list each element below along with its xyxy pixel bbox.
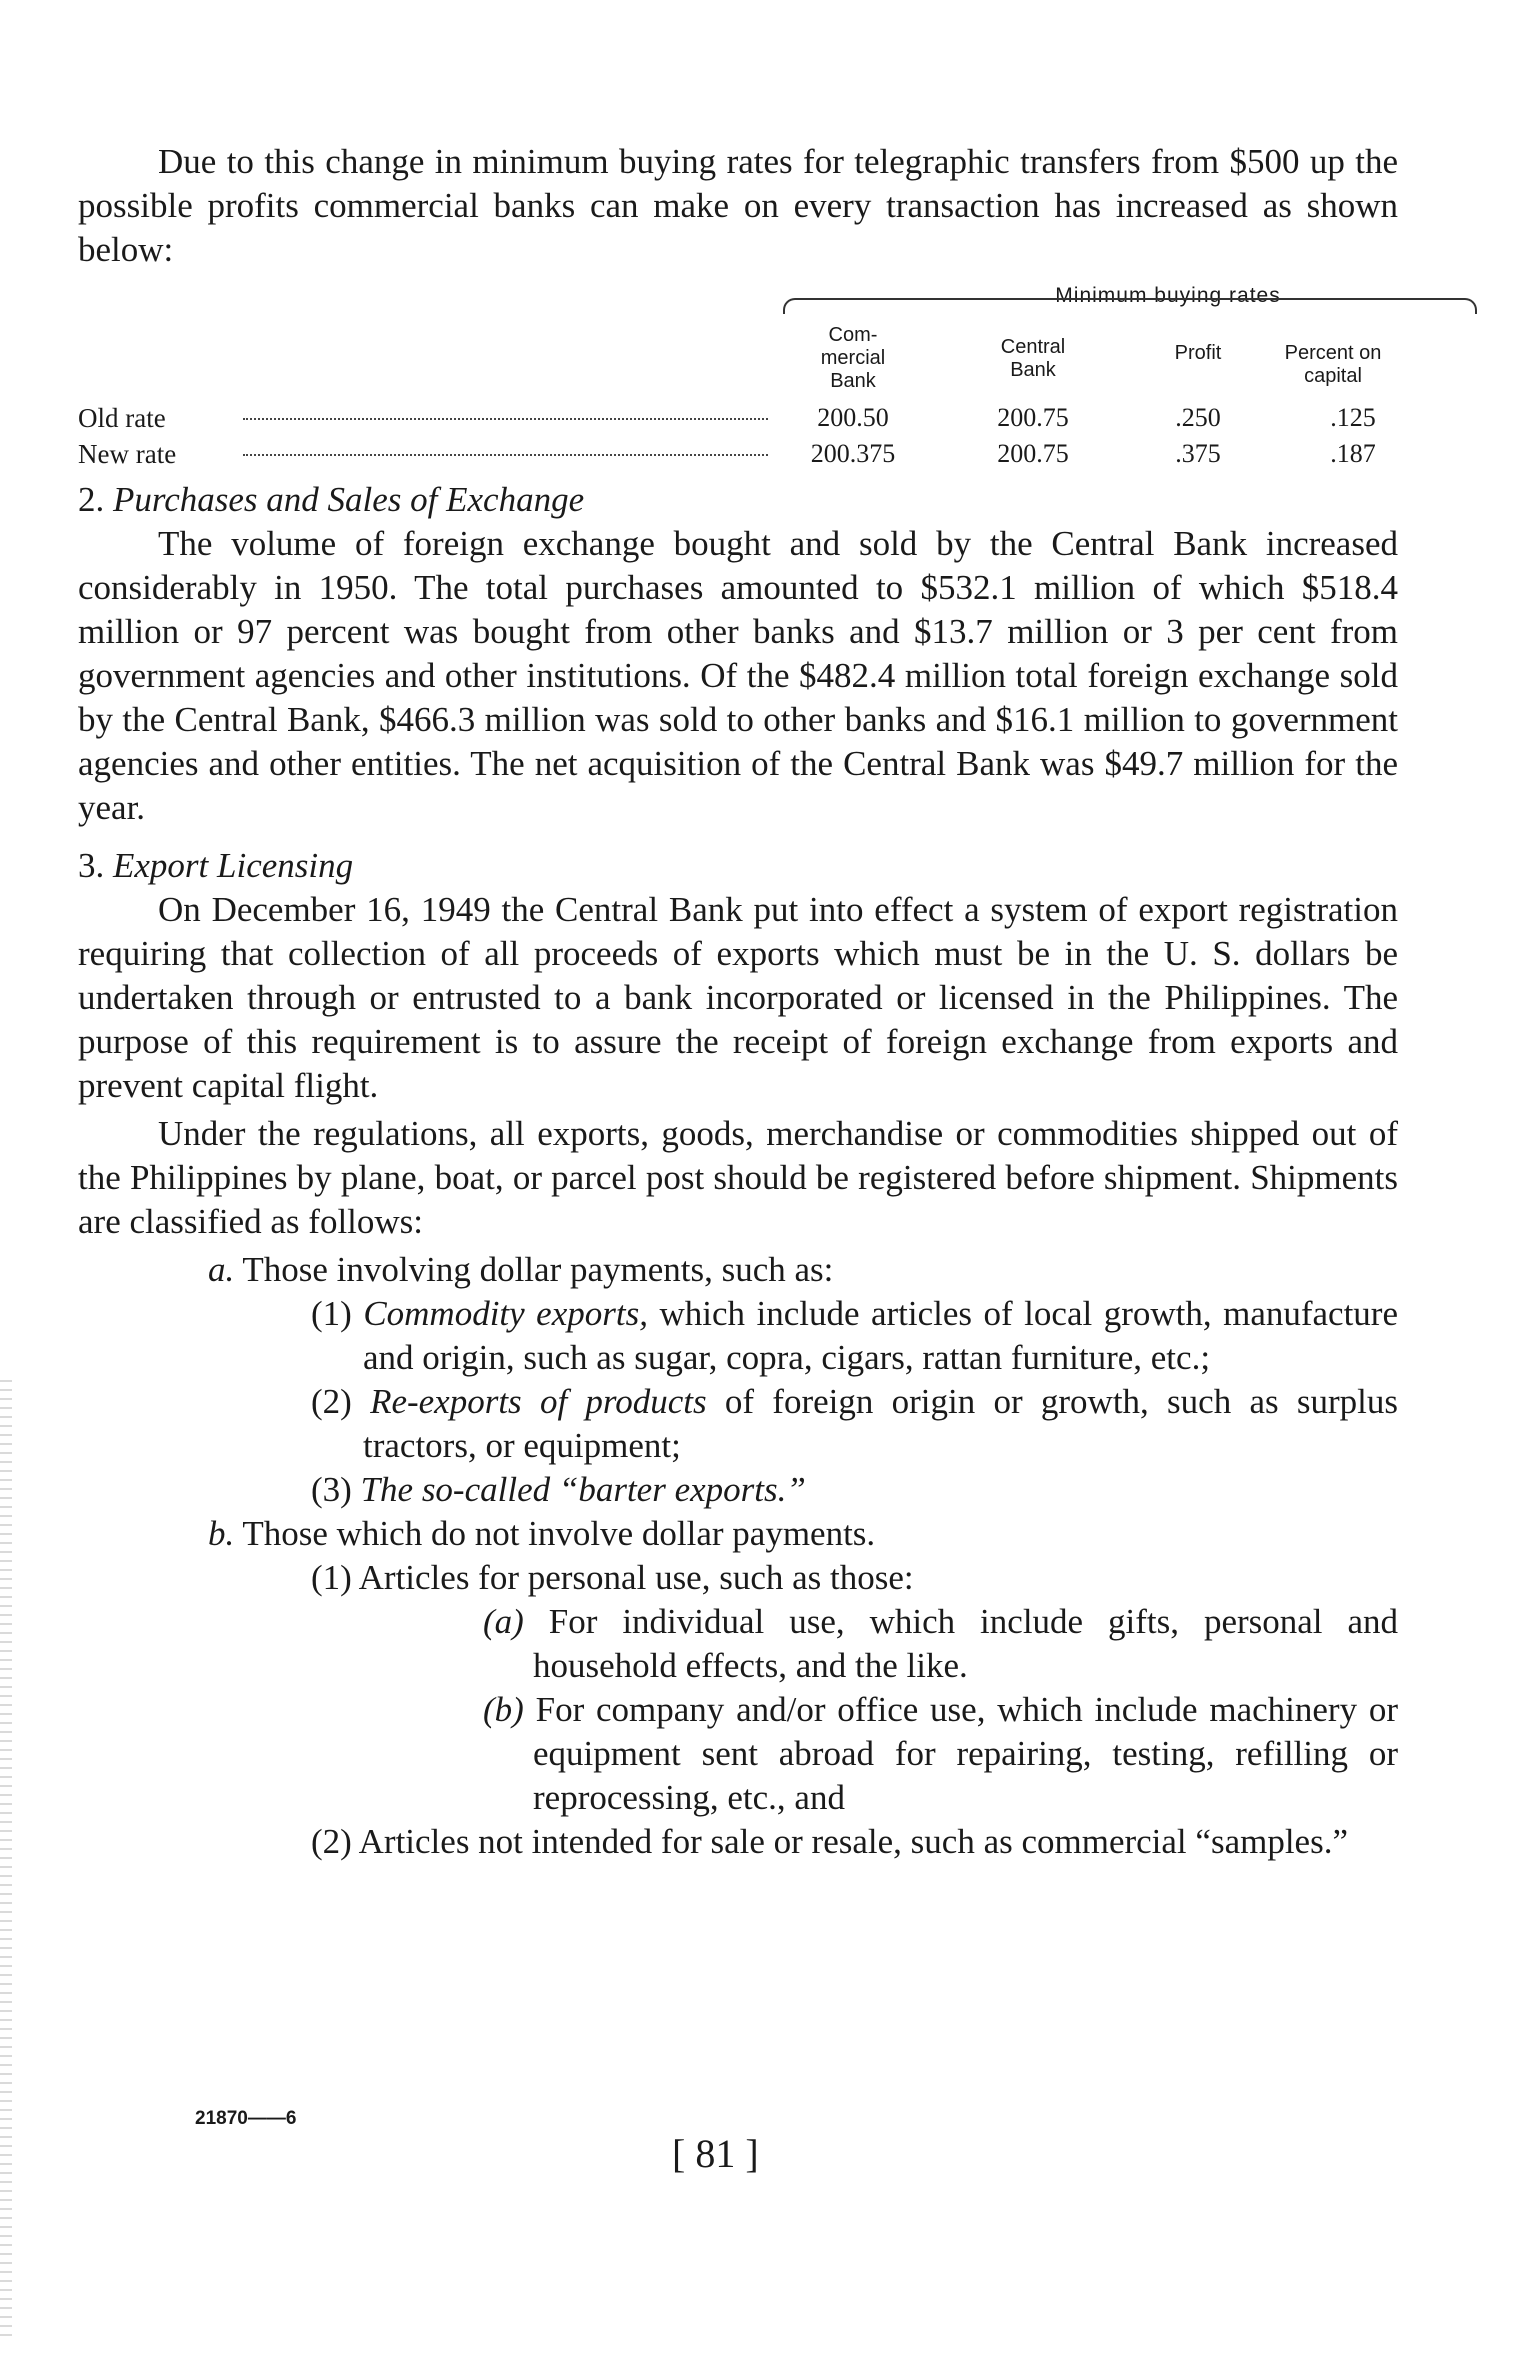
col-header-line: Percent on	[1284, 342, 1382, 364]
list-text: Those involving dollar payments, such as:	[242, 1250, 834, 1289]
dot-leader	[243, 418, 768, 420]
cell-percent: .125	[1330, 403, 1376, 432]
section-title: Purchases and Sales of Exchange	[113, 480, 585, 519]
section-3-para-2: Under the regulations, all exports, goods, merchandise or commodities shipped out of the Philippines by plane, boat, or parcel post should be registered before shipment. Shipments are classified as follows:	[78, 1114, 1398, 1241]
section-number: 3.	[78, 846, 105, 885]
list-text: Those which do not involve dollar payments.	[242, 1514, 876, 1553]
col-header-line: Central	[1000, 336, 1066, 358]
cell-profit: .375	[1175, 439, 1221, 468]
section-title: Export Licensing	[113, 846, 354, 885]
table-row	[78, 396, 1398, 432]
section-3-heading	[78, 844, 1398, 888]
section-3-para-1: On December 16, 1949 the Central Bank put into effect a system of export registration requiring that collection of all proceeds of exports which must be in the U. S. dollars be undertaken through or entrusted to a bank incorporated or licensed in the Philippines. The purpose of this requirement is to assure the receipt of foreign exchange from exports and prevent capital flight.	[78, 890, 1398, 1105]
col-header-line: Profit	[1174, 342, 1222, 364]
row-label: Old rate	[78, 403, 166, 433]
col-header-commercial-bank	[793, 324, 913, 393]
intro-paragraph: Due to this change in minimum buying rates for telegraphic transfers from $500 up the possible profits commercial banks can make on every transaction has increased as shown below:	[78, 142, 1398, 269]
list-marker: (b)	[483, 1690, 524, 1729]
list-marker: (1)	[311, 1558, 352, 1597]
list-item	[78, 1468, 1398, 1512]
list-text: Articles not intended for sale or resale, such as commercial “samples.”	[358, 1822, 1348, 1861]
col-header-line: capital	[1304, 365, 1362, 387]
list-marker: (3)	[311, 1470, 352, 1509]
col-header-line: Bank	[1010, 359, 1056, 381]
list-item	[78, 1688, 1398, 1820]
document-page	[78, 140, 1398, 1864]
list-marker: (a)	[483, 1602, 524, 1641]
list-marker: (1)	[311, 1294, 352, 1333]
page-number: [ 81 ]	[672, 2131, 759, 2176]
list-text: Articles for personal use, such as those:	[358, 1558, 914, 1597]
section-2-body: The volume of foreign exchange bought and sold by the Central Bank increased considerably in 1950. The total purchases amounted to $532.1 million of which $518.4 million or 97 percent was bought from other banks and $13.7 million or 3 per cent from government agencies and other institutions. Of the $482.4 million total foreign exchange sold by the Central Bank, $466.3 million was sold to other banks and $16.1 million to government agencies and other entities. The net acquisition of the Central Bank was $49.7 million for the year.	[78, 524, 1398, 827]
list-marker: a.	[208, 1250, 235, 1289]
col-header-percent-on-capital	[1258, 342, 1408, 388]
list-item	[78, 1292, 1398, 1380]
scan-edge-artifact	[0, 1380, 12, 2340]
cell-central: 200.75	[997, 403, 1069, 432]
col-header-line: mercial	[820, 347, 886, 369]
col-header-line: Bank	[830, 370, 876, 392]
list-text: For company and/or office use, which include machinery or equipment sent abroad for repairing, testing, refilling or reprocessing, etc., and	[533, 1690, 1399, 1817]
print-code: 21870——6	[195, 2108, 297, 2129]
list-marker: (2)	[311, 1382, 352, 1421]
section-2-heading	[78, 478, 1398, 522]
rates-group-label: Minimum buying rates	[1055, 284, 1281, 307]
shipment-classification-list	[78, 1248, 1398, 1864]
col-header-profit	[1138, 342, 1258, 365]
list-item	[78, 1600, 1398, 1688]
rates-group-brace	[783, 298, 1477, 314]
cell-central: 200.75	[997, 439, 1069, 468]
list-item	[78, 1248, 1398, 1292]
list-text: which include articles of local growth, manufacture and origin, such as sugar, copra, cigars, rattan furniture, etc.;	[363, 1294, 1398, 1377]
dot-leader	[243, 454, 768, 456]
list-text: of foreign origin or growth, such as surplus tractors, or equipment;	[363, 1382, 1399, 1465]
list-emphasis: Commodity exports,	[363, 1294, 648, 1333]
list-marker: b.	[208, 1514, 235, 1553]
cell-percent: .187	[1330, 439, 1376, 468]
list-text: For individual use, which include gifts, personal and household effects, and the like.	[533, 1602, 1398, 1685]
list-marker: (2)	[311, 1822, 352, 1861]
col-header-central-bank	[958, 336, 1108, 382]
list-item	[78, 1380, 1398, 1468]
list-emphasis: Re-exports of products	[370, 1382, 707, 1421]
cell-profit: .250	[1175, 403, 1221, 432]
rates-table	[78, 274, 1398, 469]
list-item	[78, 1556, 1398, 1600]
list-item	[78, 1820, 1398, 1864]
section-number: 2.	[78, 480, 105, 519]
list-emphasis: The so-called “barter exports.”	[360, 1470, 806, 1509]
table-row	[78, 432, 1398, 468]
cell-commercial: 200.50	[817, 403, 889, 432]
list-item	[78, 1512, 1398, 1556]
col-header-line: Com-	[828, 324, 878, 346]
cell-commercial: 200.375	[810, 439, 896, 468]
row-label: New rate	[78, 439, 177, 469]
